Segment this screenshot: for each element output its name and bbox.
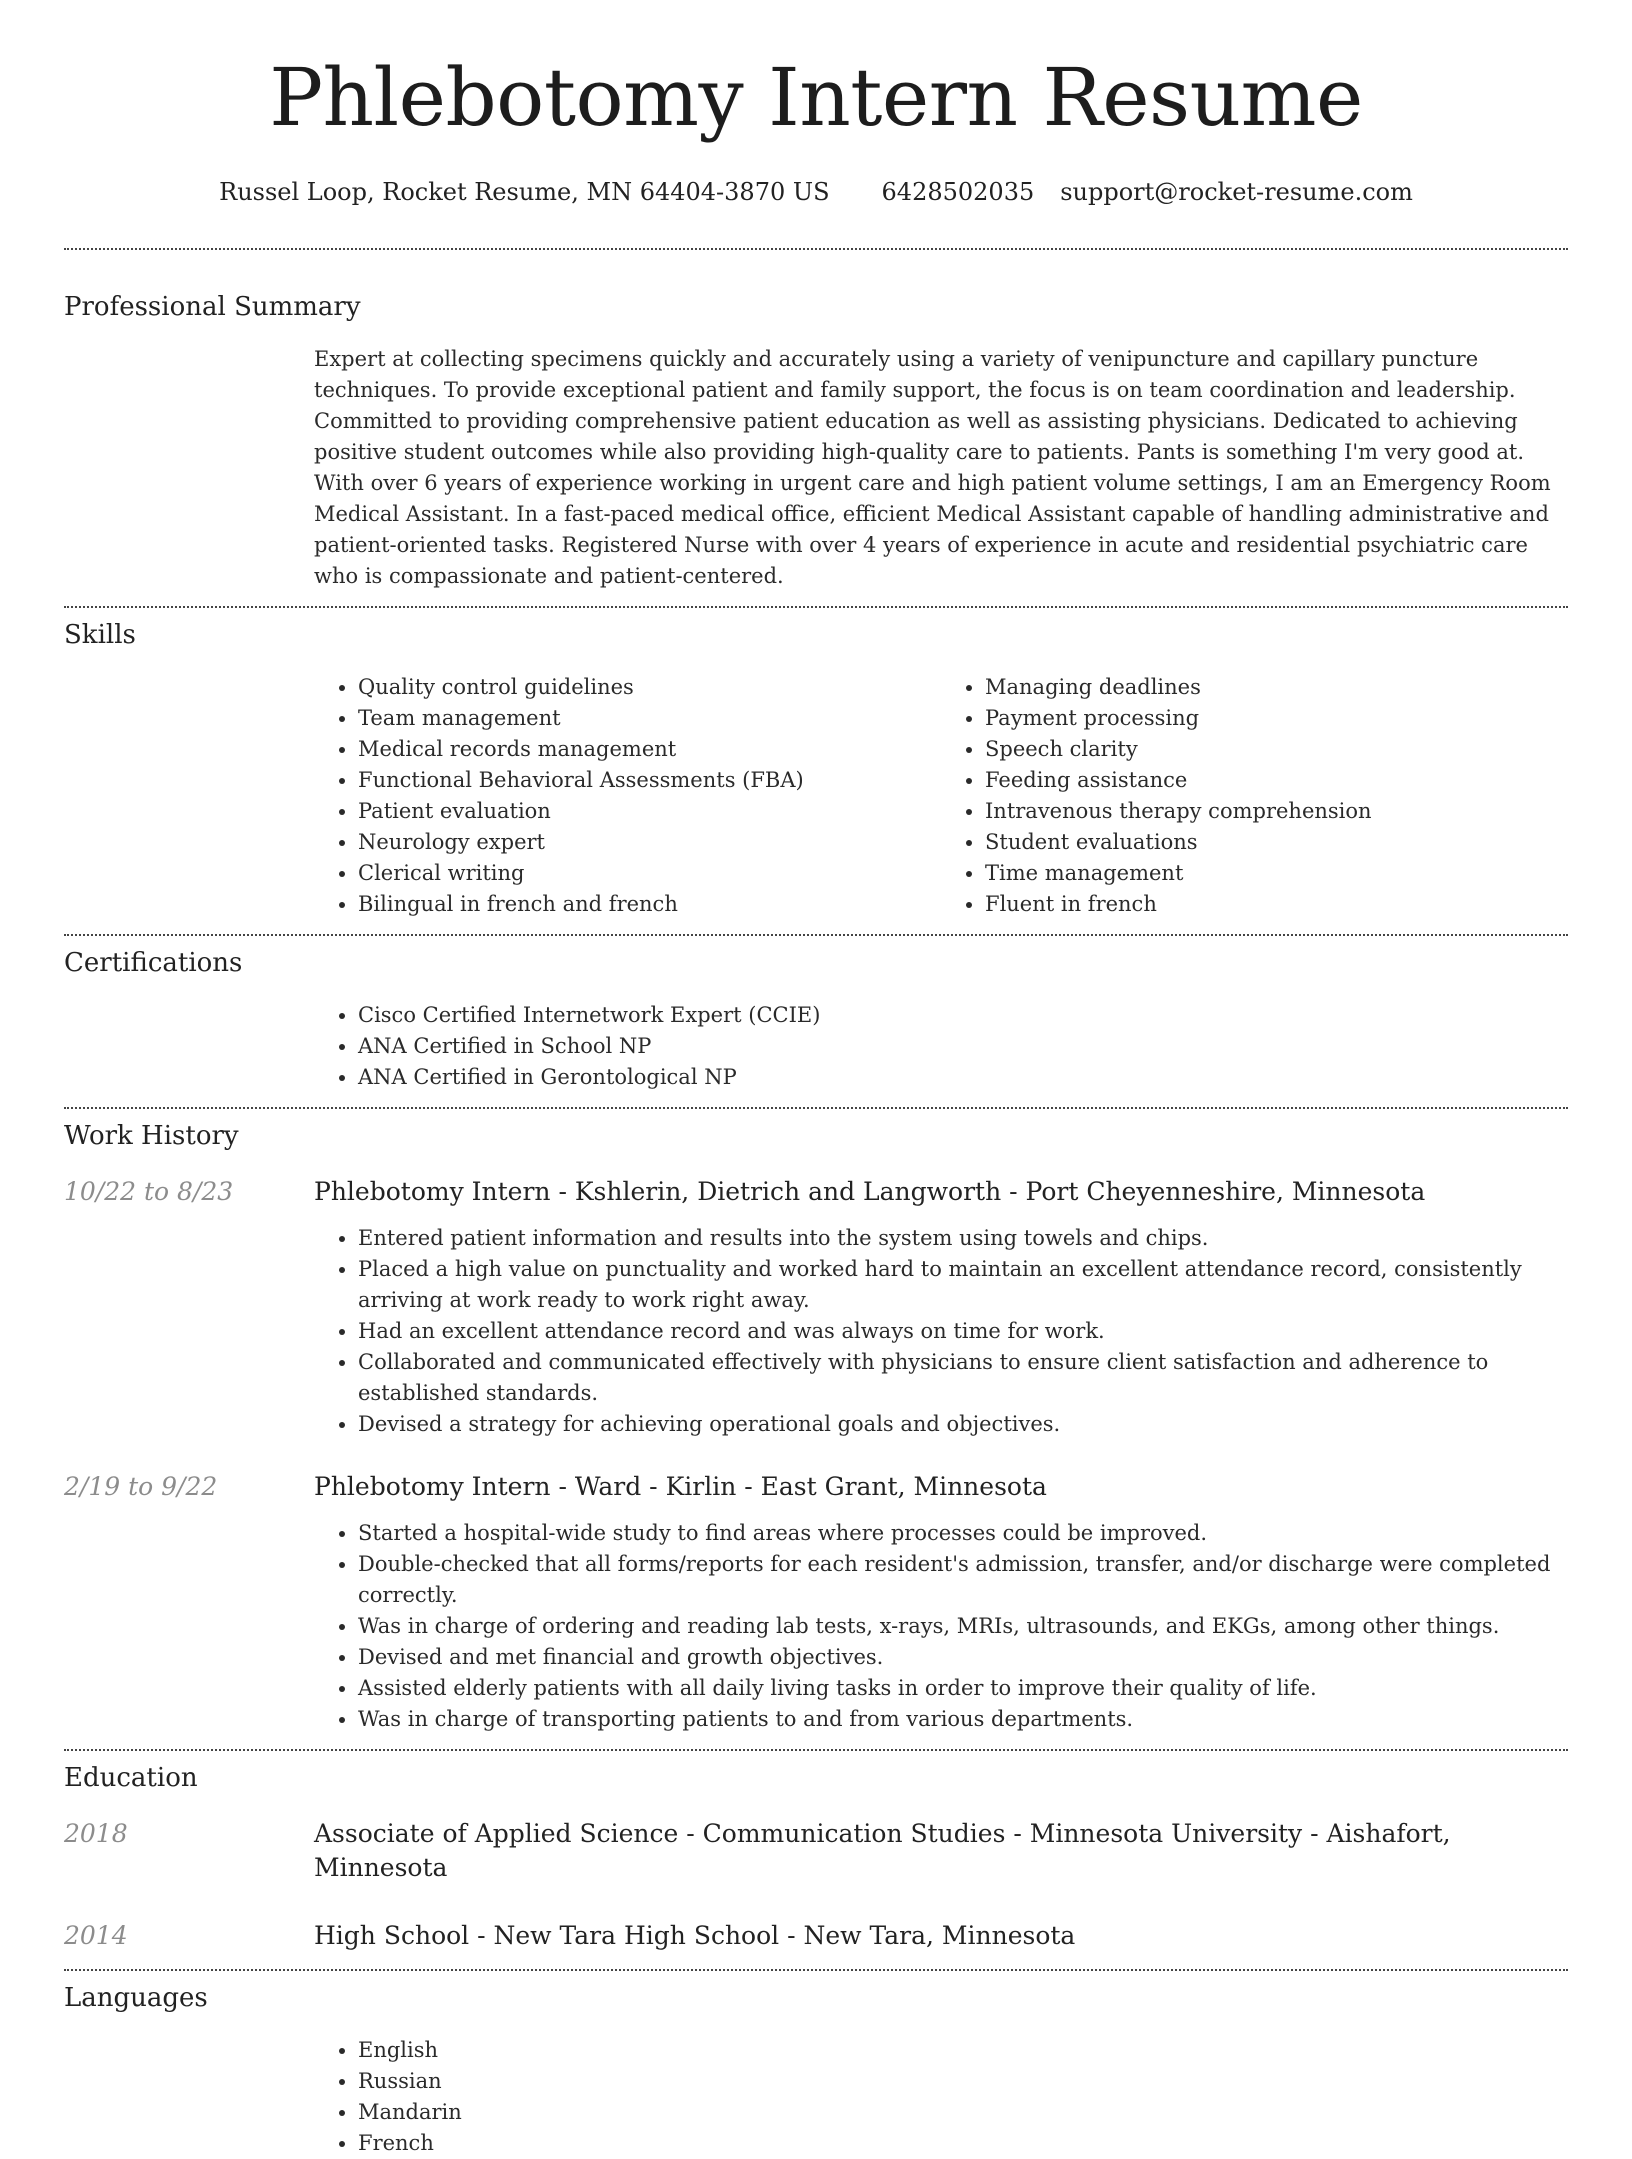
list-item: • Assisted elderly patients with all daily living tasks in order to improve their quality of life. [358,1673,1568,1704]
list-item: • French [358,2128,1568,2159]
skills-list [314,672,1568,920]
resume-title: Phlebotomy Intern Resume [269,51,1363,144]
list-item: • Was in charge of transporting patients to and from various departments. [358,1704,1568,1735]
list-item: • English [358,2035,1568,2066]
list-item: • Speech clarity [985,734,1568,765]
skills-column-left [314,672,941,920]
certifications-list [314,1000,1568,1093]
resume-page [64,0,1568,2159]
list-item: • ANA Certified in School NP [358,1031,1568,1062]
section-title-summary: Professional Summary [64,292,361,322]
job-bullets [314,1223,1568,1440]
summary-body [314,344,1568,592]
job-entry [64,1470,1568,1504]
job-title: Phlebotomy Intern - Kshlerin, Dietrich and Langworth - Port Cheyenneshire, Minnesota [314,1177,1426,1206]
job-bullets [314,1518,1568,1735]
list-item: • Student evaluations [985,827,1568,858]
section-title-work-history: Work History [64,1121,239,1151]
list-item: • Time management [985,858,1568,889]
list-item: • Had an excellent attendance record and was always on time for work. [358,1316,1568,1347]
contact-line [64,176,1568,208]
contact-phone: 6428502035 [881,178,1035,206]
list-item: • Clerical writing [358,858,941,889]
education-date: 2018 [64,1819,128,1848]
languages-list [314,2035,1568,2159]
education-title: Associate of Applied Science - Communication Studies - Minnesota University - Aishafort, Minnesota [314,1819,1451,1882]
job-title: Phlebotomy Intern - Ward - Kirlin - East Grant, Minnesota [314,1472,1047,1501]
job-date: 2/19 to 9/22 [64,1472,218,1501]
job-entry [64,1175,1568,1209]
list-item: • Team management [358,703,941,734]
section-divider [64,1107,1568,1109]
section-title-certifications: Certifications [64,948,243,978]
education-entry [64,1919,1568,1953]
section-title-languages: Languages [64,1983,208,2013]
list-item: • Started a hospital-wide study to find areas where processes could be improved. [358,1518,1568,1549]
list-item: • Fluent in french [985,889,1568,920]
list-item: • Entered patient information and results into the system using towels and chips. [358,1223,1568,1254]
education-title: High School - New Tara High School - New Tara, Minnesota [314,1921,1076,1950]
list-item: • Devised a strategy for achieving operational goals and objectives. [358,1409,1568,1440]
list-item: • Patient evaluation [358,796,941,827]
list-item: • Was in charge of ordering and reading lab tests, x-rays, MRIs, ultrasounds, and EKGs, among other things. [358,1611,1568,1642]
section-divider [64,934,1568,936]
list-item: • Managing deadlines [985,672,1568,703]
list-item: • ANA Certified in Gerontological NP [358,1062,1568,1093]
contact-address: Russel Loop, Rocket Resume, MN 64404-3870 US [219,178,830,206]
list-item: • Collaborated and communicated effectively with physicians to ensure client satisfaction and adherence to established standards. [358,1347,1568,1409]
section-title-education: Education [64,1763,198,1793]
list-item: • Medical records management [358,734,941,765]
summary-text: Expert at collecting specimens quickly and accurately using a variety of venipuncture and capillary puncture techniques. To provide exceptional patient and family support, the focus is on team coordination and leadership. Committed to providing comprehensive patient education as well as assisting physicians. Dedicated to achieving positive student outcomes while also providing high-quality care to patients. Pants is something I'm very good at. With over 6 years of experience working in urgent care and high patient volume settings, I am an Emergency Room Medical Assistant. In a fast-paced medical office, efficient Medical Assistant capable of handling administrative and patient-oriented tasks. Registered Nurse with over 4 years of experience in acute and residential psychiatric care who is compassionate and patient-centered. [314,347,1551,588]
skills-column-right [941,672,1568,920]
list-item: • Functional Behavioral Assessments (FBA) [358,765,941,796]
list-item: • Feeding assistance [985,765,1568,796]
list-item: • Intravenous therapy comprehension [985,796,1568,827]
list-item: • Neurology expert [358,827,941,858]
list-item: • Russian [358,2066,1568,2097]
section-divider [64,248,1568,250]
list-item: • Devised and met financial and growth objectives. [358,1642,1568,1673]
section-divider [64,1969,1568,1971]
education-date: 2014 [64,1921,128,1950]
list-item: • Placed a high value on punctuality and worked hard to maintain an excellent attendance record, consistently arriving at work ready to work right away. [358,1254,1568,1316]
section-divider [64,1749,1568,1751]
education-entry [64,1817,1568,1885]
list-item: • Quality control guidelines [358,672,941,703]
list-item: • Double-checked that all forms/reports for each resident's admission, transfer, and/or discharge were completed correctly. [358,1549,1568,1611]
list-item: • Mandarin [358,2097,1568,2128]
section-title-skills: Skills [64,620,136,650]
contact-email[interactable]: support@rocket-resume.com [1060,178,1413,206]
job-date: 10/22 to 8/23 [64,1177,234,1206]
list-item: • Cisco Certified Internetwork Expert (CCIE) [358,1000,1568,1031]
list-item: • Bilingual in french and french [358,889,941,920]
list-item: • Payment processing [985,703,1568,734]
section-divider [64,606,1568,608]
